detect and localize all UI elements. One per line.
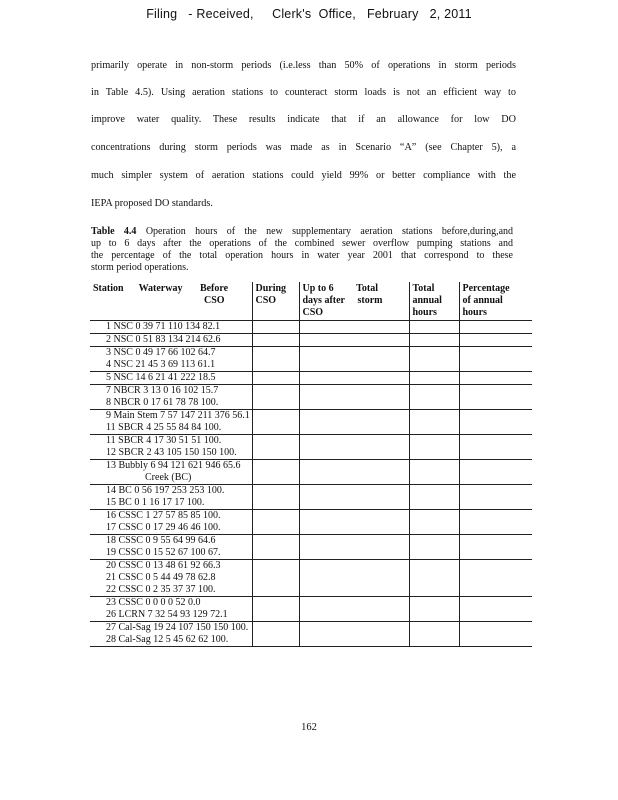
table-row: [90, 472, 532, 485]
table-row: [90, 385, 532, 398]
page-header: Filing - Received, Clerk's Office, February 2, 2011: [146, 7, 472, 21]
paragraph-line: in Table 4.5). Using aeration stations to counteract storm loads is not an efficient way to: [91, 87, 516, 98]
table-row: [90, 422, 532, 435]
row-text: 16 CSSC 1 27 57 85 85 100.: [90, 510, 252, 523]
row-text: 26 LCRN 7 32 54 93 129 72.1: [106, 609, 228, 620]
row-text: Creek (BC): [145, 472, 192, 483]
row-text: 11 SBCR 4 25 55 84 84 100.: [106, 422, 222, 433]
table-row: [90, 547, 532, 560]
row-text: 3 NSC 0 49 17 66 102 64.7: [90, 347, 252, 360]
table-row: [90, 485, 532, 498]
table-row: [90, 334, 532, 347]
table-row: [90, 410, 532, 423]
row-text: 23 CSSC 0 0 0 0 52 0.0: [90, 597, 252, 610]
caption-label: Table 4.4: [91, 226, 137, 237]
table-row: [90, 522, 532, 535]
row-text: 15 BC 0 1 16 17 17 100.: [106, 497, 205, 508]
caption-line: storm period operations.: [91, 262, 189, 273]
table-row: [90, 447, 532, 460]
caption-line: the percentage of the total operation hours in water year 2001 that correspond to these: [91, 250, 513, 261]
table-row: [90, 497, 532, 510]
operation-hours-table: [90, 282, 532, 647]
header-percentage-annual-hours: Percentage of annual hours: [459, 282, 532, 321]
header-station-waterway-before: Station Waterway Before CSO: [90, 282, 252, 321]
table-row: [90, 535, 532, 548]
table-row: [90, 510, 532, 523]
row-text: 18 CSSC 0 9 55 64 99 64.6: [90, 535, 252, 548]
table-row: [90, 460, 532, 473]
row-text: 14 BC 0 56 197 253 253 100.: [90, 485, 252, 498]
table-row: [90, 609, 532, 622]
table-row: [90, 584, 532, 597]
table-row: [90, 560, 532, 573]
row-text: 4 NSC 21 45 3 69 113 61.1: [106, 359, 216, 370]
paragraph-line: IEPA proposed DO standards.: [91, 198, 213, 209]
table-row: [90, 634, 532, 647]
table-row: [90, 372, 532, 385]
paragraph-line: much simpler system of aeration stations could yield 99% or better compliance with the: [91, 170, 516, 181]
row-text: 8 NBCR 0 17 61 78 78 100.: [106, 397, 219, 408]
table-row: [90, 572, 532, 584]
caption-line: up to 6 days after the operations of the combined sewer overflow pumping stations and: [91, 238, 513, 249]
table-row: [90, 359, 532, 372]
row-text: 13 Bubbly 6 94 121 621 946 65.6: [90, 460, 252, 473]
row-text: 28 Cal-Sag 12 5 45 62 62 100.: [90, 634, 252, 647]
row-text: 17 CSSC 0 17 29 46 46 100.: [106, 522, 221, 533]
row-text: 11 SBCR 4 17 30 51 51 100.: [90, 435, 252, 448]
row-text: 22 CSSC 0 2 35 37 37 100.: [106, 584, 216, 595]
caption-line: Table 4.4 Operation hours of the new supplementary aeration stations before,during,and: [91, 226, 514, 237]
header-during-cso: During CSO: [252, 282, 299, 321]
table-row: [90, 597, 532, 610]
row-text: 7 NBCR 3 13 0 16 102 15.7: [90, 385, 252, 398]
paragraph-line: primarily operate in non-storm periods (i.e.less than 50% of operations in storm periods: [91, 60, 516, 71]
row-text: 12 SBCR 2 43 105 150 150 100.: [106, 447, 237, 458]
table-row: [90, 397, 532, 410]
header-up-to-6-days: Up to 6 Total days after storm CSO: [299, 282, 409, 321]
table-row: [90, 622, 532, 635]
table-header-row: [90, 282, 532, 321]
row-text: 20 CSSC 0 13 48 61 92 66.3: [90, 560, 252, 573]
paragraph-line: concentrations during storm periods was made as in Scenario “A” (see Chapter 5), a: [91, 142, 516, 153]
row-text: 21 CSSC 0 5 44 49 78 62.8: [106, 572, 216, 583]
paragraph-line: improve water quality. These results indicate that if an allowance for low DO: [91, 114, 516, 125]
row-text: 5 NSC 14 6 21 41 222 18.5: [90, 372, 252, 385]
row-text: 27 Cal-Sag 19 24 107 150 150 100.: [90, 622, 252, 635]
row-text: 2 NSC 0 51 83 134 214 62.6: [90, 334, 252, 347]
row-text: 9 Main Stem 7 57 147 211 376 56.1: [90, 410, 252, 423]
table-row: [90, 321, 532, 334]
page-number: 162: [301, 722, 317, 733]
table-row: [90, 435, 532, 448]
row-text: 1 NSC 0 39 71 110 134 82.1: [106, 321, 221, 332]
table-row: [90, 347, 532, 360]
header-total-annual-hours: Total annual hours: [409, 282, 459, 321]
row-text: 19 CSSC 0 15 52 67 100 67.: [106, 547, 221, 558]
